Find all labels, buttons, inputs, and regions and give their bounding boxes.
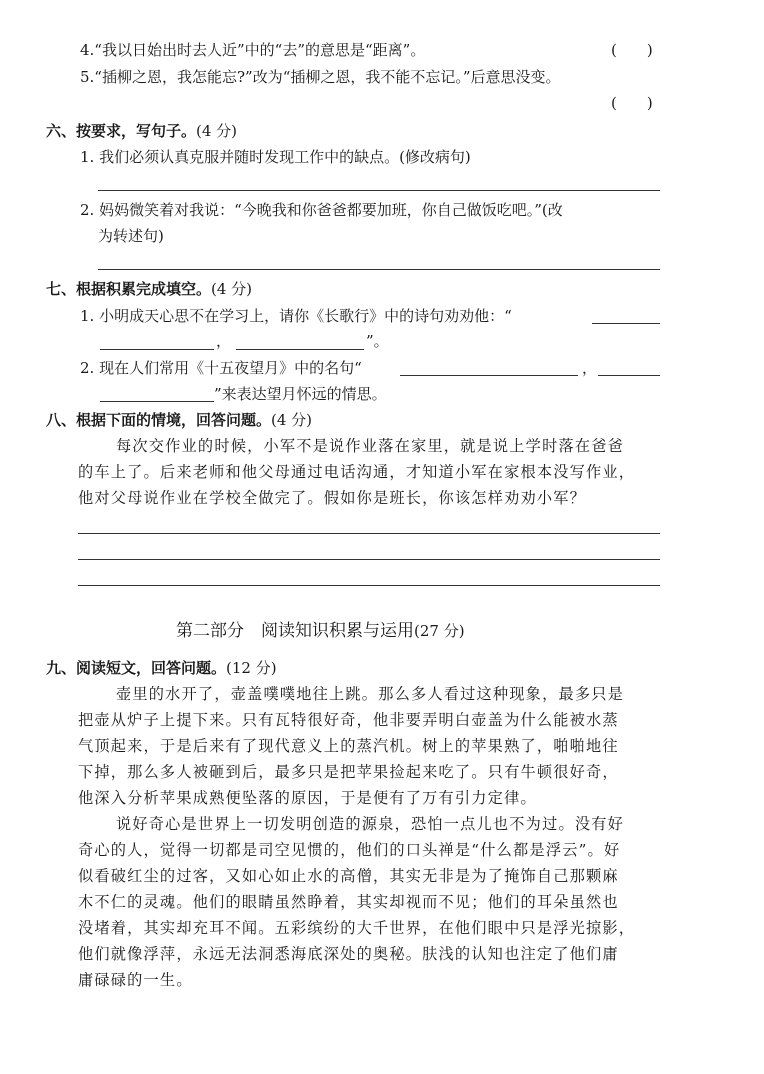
sec7-q1-comma: ，: [216, 332, 232, 350]
passage-p1-line-4: 下掉，那么多人被砸到后，最多只是把苹果捡起来吃了。只有牛顿很好奇，: [78, 763, 619, 781]
section-6-title: 六、按要求，写句子。: [46, 122, 197, 140]
sec7-q1-text: 1. 小明成天心思不在学习上，请你《长歌行》中的诗句劝劝他：“: [80, 307, 512, 325]
section-8-score: (4 分): [271, 411, 313, 429]
sec6-q1: 1. 我们必须认真克服并随时发现工作中的缺点。(修改病句): [80, 148, 471, 166]
sec8-line-3: 他对父母说作业在学校全做完了。假如你是班长，你该怎样劝劝小军？: [78, 489, 587, 507]
blank-sec7-q1-b[interactable]: [100, 349, 214, 350]
reading-passage: [78, 681, 662, 993]
answer-line-sec8-1[interactable]: [78, 533, 660, 534]
section-9-title: 九、阅读短文，回答问题。: [46, 659, 227, 677]
section-7-title: 七、根据积累完成填空。: [46, 280, 212, 298]
sec8-line-1: 每次交作业的时候，小军不是说作业落在家里，就是说上学时落在爸爸: [116, 437, 625, 455]
judge-q4: 4.“我以日始出时去人近”中的“去”的意思是“距离”。: [80, 41, 426, 59]
sec7-q2-text: 2. 现在人们常用《十五夜望月》中的名句“: [80, 359, 362, 377]
part-2-name: 第二部分 阅读知识积累与运用: [176, 621, 414, 641]
part-2-title: [176, 621, 465, 641]
section-7-heading: [46, 279, 252, 299]
answer-line-sec8-2[interactable]: [78, 559, 660, 560]
part-2-score: (27 分): [414, 622, 465, 640]
section-9-score: (12 分): [226, 659, 277, 677]
blank-sec7-q2-a[interactable]: [400, 375, 578, 376]
sec7-q2-end: ”来表达望月怀远的情思。: [214, 385, 387, 403]
answer-line-sec6-q1[interactable]: [98, 190, 660, 191]
passage-p1-line-1: 壶里的水开了，壶盖噗噗地往上跳。那么多人看过这种现象，最多只是: [116, 685, 625, 703]
blank-sec7-q2-c[interactable]: [100, 401, 214, 402]
section-7-score: (4 分): [211, 280, 253, 298]
judge-q5: 5.“插柳之恩，我怎能忘?”改为“插柳之恩，我不能不忘记。”后意思没变。: [80, 68, 561, 86]
blank-sec7-q1-c[interactable]: [236, 349, 364, 350]
section-9-heading: [46, 658, 277, 678]
section-8-heading: [46, 410, 312, 430]
sec6-q2-line1: 2. 妈妈微笑着对我说：“今晚我和你爸爸都要加班，你自己做饭吃吧。”(改: [80, 201, 563, 219]
section-8-title: 八、根据下面的情境，回答问题。: [46, 411, 272, 429]
section-6-heading: [46, 121, 237, 141]
blank-sec7-q1-a[interactable]: [592, 323, 660, 324]
answer-paren-q4[interactable]: ( ): [611, 41, 653, 59]
sec7-q1-end: ”。: [366, 332, 389, 350]
passage-p2-line-1: 说好奇心是世界上一切发明创造的源泉，恐怕一点儿也不为过。没有好: [116, 815, 625, 833]
blank-sec7-q2-b[interactable]: [598, 375, 660, 376]
passage-p2-line-6: 他们就像浮萍，永远无法洞悉海底深处的奥秘。肤浅的认知也注定了他们庸: [78, 945, 619, 963]
sec7-q2-comma: ，: [582, 359, 598, 377]
answer-line-sec6-q2[interactable]: [98, 269, 660, 270]
sec8-line-2: 的车上了。后来老师和他父母通过电话沟通，才知道小军在家根本没写作业，: [78, 463, 636, 481]
passage-p2-line-7: 庸碌碌的一生。: [78, 971, 193, 989]
passage-p2-line-2: 奇心的人，觉得一切都是司空见惯的，他们的口头禅是“什么都是浮云”。好: [78, 841, 621, 859]
passage-p2-line-4: 木不仁的灵魂。他们的眼睛虽然睁着，其实却视而不见；他们的耳朵虽然也: [78, 893, 619, 911]
passage-p2-line-5: 没堵着，其实却充耳不闻。五彩缤纷的大千世界，在他们眼中只是浮光掠影，: [78, 919, 636, 937]
passage-p1-line-3: 气顶起来，于是后来有了现代意义上的蒸汽机。树上的苹果熟了，啪啪地往: [78, 737, 619, 755]
passage-p1-line-2: 把壶从炉子上提下来。只有瓦特很好奇，他非要弄明白壶盖为什么能被水蒸: [78, 711, 619, 729]
answer-line-sec8-3[interactable]: [78, 585, 660, 586]
answer-paren-q5[interactable]: ( ): [611, 94, 653, 112]
sec6-q2-line2: 为转述句): [98, 227, 164, 245]
passage-p2-line-3: 似看破红尘的过客，又如心如止水的高僧，其实无非是为了掩饰自己那颗麻: [78, 867, 619, 885]
section-6-score: (4 分): [196, 122, 238, 140]
passage-p1-line-5: 他深入分析苹果成熟便坠落的原因，于是便有了万有引力定律。: [78, 789, 537, 807]
sec8-scenario: [78, 433, 662, 511]
